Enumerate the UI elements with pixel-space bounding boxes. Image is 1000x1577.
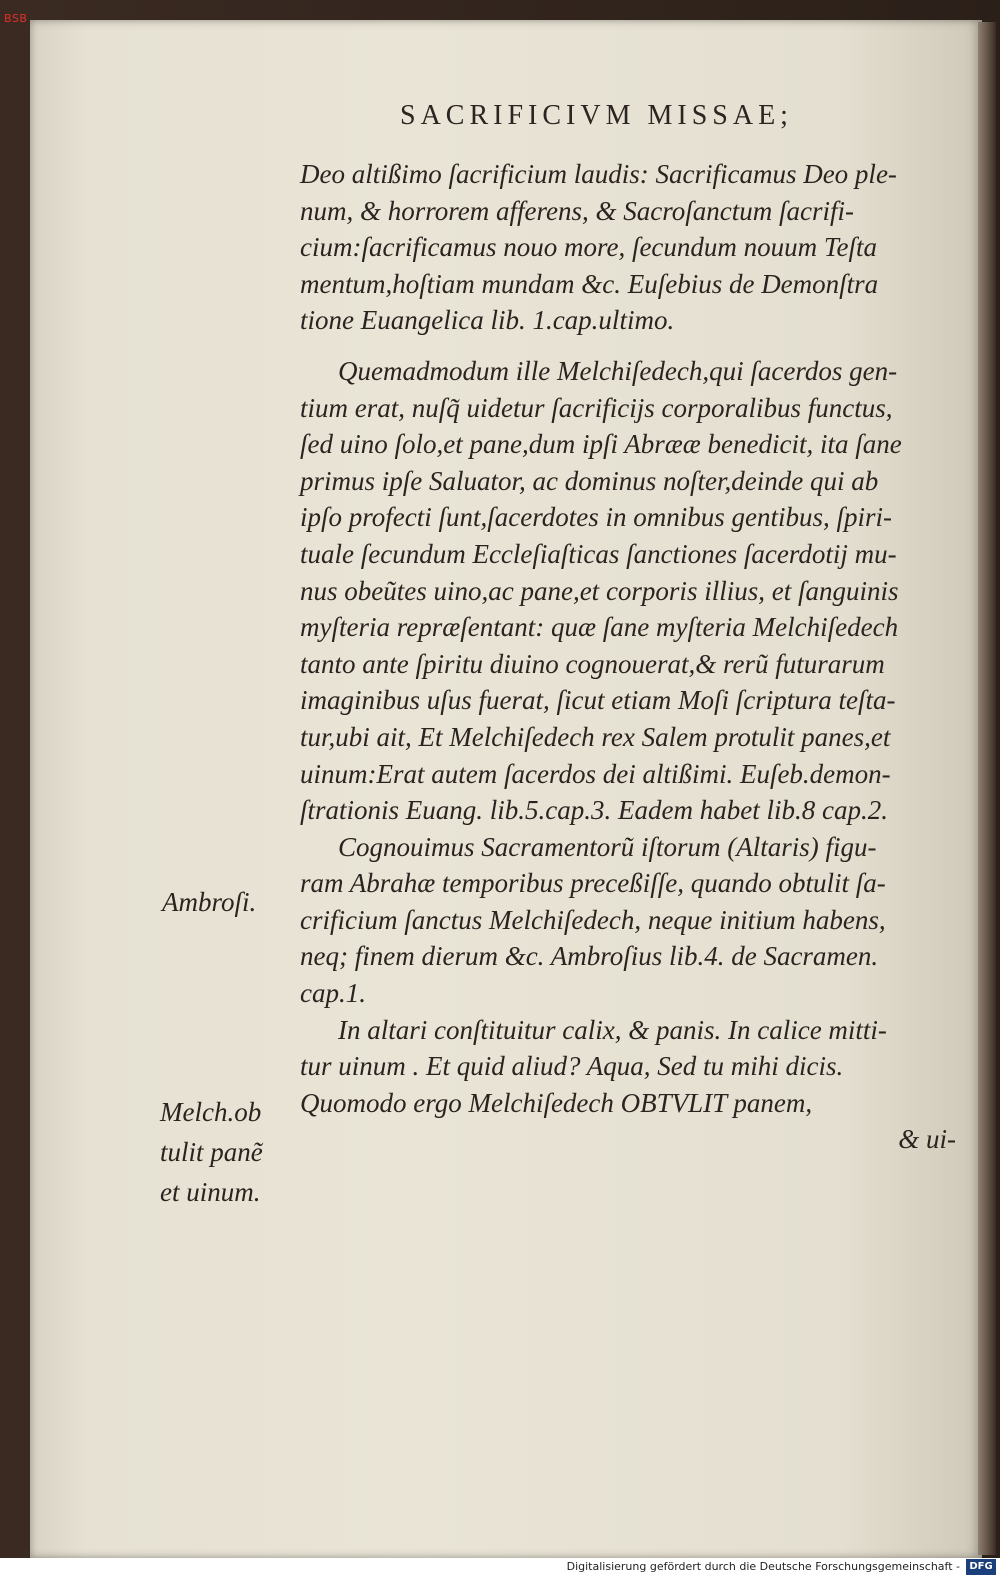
text-line: cap.1. xyxy=(300,978,366,1009)
margin-note-melch: Melch.ob xyxy=(160,1097,262,1127)
running-head: SACRIFICIVM MISSAE; xyxy=(400,100,793,131)
text-line: tur,ubi ait, Et Melchiſedech rex Salem protulit panes,et xyxy=(300,721,891,752)
text-line: ſed uino ſolo,et pane,dum ipſi Abrææ benedicit, ita ſane xyxy=(300,429,902,460)
text-line: myſteria repræſentant: quæ ſane myſteria Melchiſedech xyxy=(300,612,899,643)
text-line: uinum:Erat autem ſacerdos dei altißimi. Euſeb.demon- xyxy=(300,758,891,789)
text-line: imaginibus uſus fuerat, ſicut etiam Moſi ſcriptura teſta- xyxy=(300,685,896,716)
page-edge xyxy=(978,22,996,1555)
text-line: mentum,hoſtiam mundam &c. Euſebius de Demonſtra xyxy=(300,268,879,299)
text-line: tium erat, nuſq̃ uidetur ſacrificijs corporalibus functus, xyxy=(300,392,893,423)
margin-note-melch: tulit panẽ xyxy=(160,1137,263,1167)
text-line: crificium ſanctus Melchiſedech, neque initium habens, xyxy=(300,904,886,935)
bsb-logo: BSB xyxy=(4,12,28,25)
text-line: tur uinum . Et quid aliud? Aqua, Sed tu mihi dicis. xyxy=(300,1051,844,1082)
text-line: ram Abrahæ temporibus preceßiſſe, quando obtulit ſa- xyxy=(300,868,886,899)
margin-note-melch: et uinum. xyxy=(160,1177,261,1207)
body-text xyxy=(300,156,964,1158)
text-line: nus obeũtes uino,ac pane,et corporis illius, et ſanguinis xyxy=(300,575,899,606)
catchword: & ui- xyxy=(898,1124,956,1155)
text-line: tione Euangelica lib. 1.cap.ultimo. xyxy=(300,305,675,336)
text-line: Cognouimus Sacramentorũ iſtorum (Altaris) figu- xyxy=(338,831,877,862)
text-line: cium:ſacrificamus nouo more, ſecundum nouum Teſta xyxy=(300,232,877,263)
margin-note-ambrosi: Ambroſi. xyxy=(162,887,257,917)
text-line: Deo altißimo ſacrificium laudis: Sacrificamus Deo ple- xyxy=(300,159,897,189)
text-line: Quomodo ergo Melchiſedech OBTVLIT panem, xyxy=(300,1087,813,1118)
text-line: neq; finem dierum &c. Ambroſius lib.4. de Sacramen. xyxy=(300,941,879,972)
text-line: Quemadmodum ille Melchiſedech,qui ſacerdos gen- xyxy=(338,355,898,386)
text-line: In altari conſtituitur calix, & panis. In calice mitti- xyxy=(338,1014,887,1045)
text-line: ipſo profecti ſunt,ſacerdotes in omnibus gentibus, ſpiri- xyxy=(300,502,892,533)
text-line: ſtrationis Euang. lib.5.cap.3. Eadem habet lib.8 cap.2. xyxy=(300,795,888,826)
text-line: primus ipſe Saluator, ac dominus noſter,deinde qui ab xyxy=(300,465,879,496)
text-line: tuale ſecundum Eccleſiaſticas ſanctiones ſacerdotij mu- xyxy=(300,538,897,569)
text-line: tanto ante ſpiritu diuino cognouerat,& rerũ futurarum xyxy=(300,648,885,679)
funding-notice: Digitalisierung gefördert durch die Deutsche Forschungsgemeinschaft - xyxy=(566,1560,960,1573)
footer-bar xyxy=(0,1558,1000,1577)
text-line: num, & horrorem afferens, & Sacroſanctum ſacrifi- xyxy=(300,195,854,226)
dfg-logo: DFG xyxy=(966,1559,996,1575)
